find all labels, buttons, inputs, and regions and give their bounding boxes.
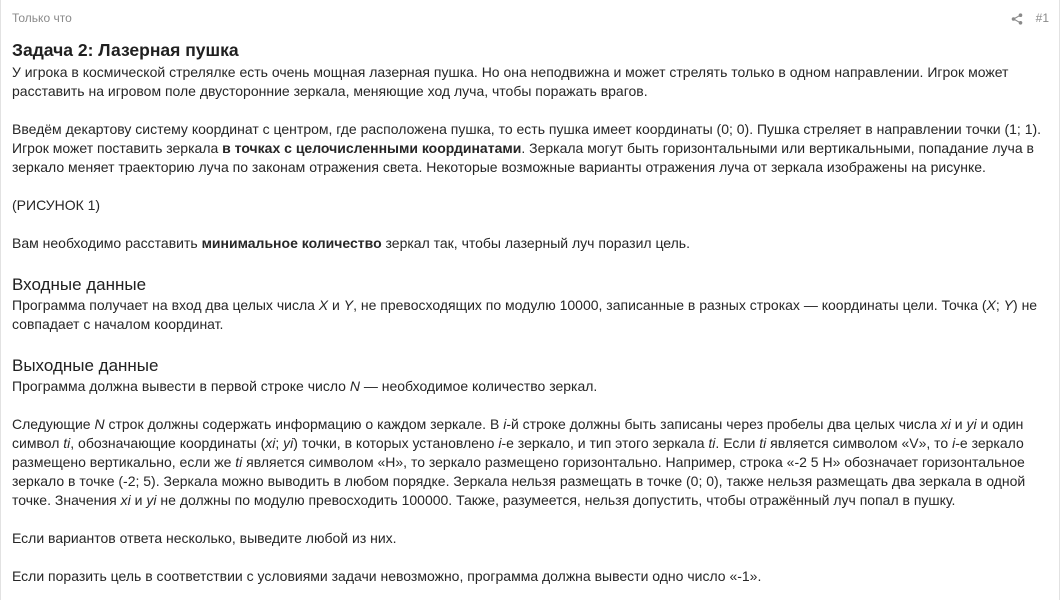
var: i (503, 416, 507, 432)
text: — необходимое количество зеркал. (359, 378, 598, 394)
text: , не превосходящих по модулю 10000, записанные в разных строках — координаты цели. Точка ( (353, 297, 987, 313)
text: ) точки, в которых установлено (293, 435, 499, 451)
var: X (318, 297, 329, 313)
var: xi (120, 492, 131, 508)
text: Введём декартову систему координат с центром, где расположена пушка, то есть пушка имеет координаты (0; 0). Пушка стреляет в направлении точки (1; 1). Игрок может поставить зеркала (12, 121, 1042, 156)
text: и (328, 297, 344, 313)
text: является символом «V», то (766, 435, 953, 451)
post-time: Только что (12, 11, 72, 25)
var: ti (759, 435, 767, 451)
intro-paragraph-1: У игрока в космической стрелялке есть очень мощная лазерная пушка. Но она неподвижна и может стрелять только в одном направлении. Игрок может расставить на игровом поле двусторонние зеркала, меняющие ход луча, чтобы поражать врагов. (12, 64, 1009, 99)
input-heading: Входные данные (12, 275, 147, 294)
text: . Зеркала могут быть горизонтальными или вертикальными, попадание луча в зеркало меняет траекторию луча по законам отражения света. Некоторые возможные варианты отражения луча от зеркала изображены на рисунке. (12, 140, 1034, 175)
bold-text: минимальное количество (201, 235, 382, 251)
var: ti (235, 454, 243, 470)
var: xi (940, 416, 951, 432)
var: i (498, 435, 502, 451)
text: ; (995, 297, 1004, 313)
text: не должны по модулю превосходить 100000. Также, разумеется, нельзя допустить, чтобы отражённый луч попал в пушку. (156, 492, 956, 508)
text: ; (275, 435, 284, 451)
text: и (950, 416, 967, 432)
output-paragraph-2 (12, 415, 1052, 510)
var: N (349, 378, 360, 394)
output-paragraph-3: Если вариантов ответа несколько, выведите любой из них. (12, 530, 397, 546)
text: , обозначающие координаты ( (70, 435, 266, 451)
var: Y (1003, 297, 1014, 313)
figure-placeholder: (РИСУНОК 1) (12, 197, 101, 213)
input-paragraph (12, 296, 1052, 334)
text: является символом «H», то зеркало размещено горизонтально. Например, строка «-2 5 H» обозначает горизонтальное зеркало в точке (-2; 5). Зеркала можно выводить в любом порядке. Зеркала нельзя размещать в точке (0; 0), также нельзя размещать два зеркала в одной точке. Значения (12, 454, 1026, 508)
intro-paragraph-3 (12, 234, 1052, 253)
text: и один символ (12, 416, 1024, 451)
var: ti (63, 435, 71, 451)
var: ti (708, 435, 716, 451)
text: Программа получает на вход два целых числа (12, 297, 319, 313)
text: Вам необходимо расставить (12, 235, 202, 251)
task-content (12, 39, 1052, 586)
var: xi (265, 435, 276, 451)
bold-text: в точках с целочисленными координатами (222, 140, 522, 156)
var: Y (343, 297, 354, 313)
text: и (130, 492, 147, 508)
share-icon[interactable] (1011, 12, 1023, 24)
text: ) не совпадает с началом координат. (12, 297, 1038, 332)
post-number-link[interactable]: #1 (1035, 11, 1049, 25)
intro-paragraph-2 (12, 120, 1052, 177)
post-meta (12, 0, 1059, 36)
var: yi (146, 492, 157, 508)
var: i (952, 435, 956, 451)
text: зеркал так, чтобы лазерный луч поразил цель. (381, 235, 690, 251)
var: N (94, 416, 105, 432)
text: . Если (715, 435, 760, 451)
output-paragraph-1 (12, 377, 1052, 396)
task-title: Задача 2: Лазерная пушка (12, 40, 239, 60)
text: Программа должна вывести в первой строке число (12, 378, 350, 394)
text: Следующие (12, 416, 95, 432)
output-heading: Выходные данные (12, 356, 159, 375)
var: yi (283, 435, 294, 451)
text: -е зеркало размещено вертикально, если же (12, 435, 1024, 470)
var: X (986, 297, 996, 313)
var: yi (966, 416, 977, 432)
text: строк должны содержать информацию о каждом зеркале. В (104, 416, 504, 432)
text: -е зеркало, и тип этого зеркала (501, 435, 709, 451)
share-icon-graphic (1011, 13, 1023, 25)
text: -й строке должны быть записаны через пробелы два целых числа (506, 416, 941, 432)
output-paragraph-4: Если поразить цель в соответствии с условиями задачи невозможно, программа должна вывести одно число «-1». (12, 568, 762, 584)
